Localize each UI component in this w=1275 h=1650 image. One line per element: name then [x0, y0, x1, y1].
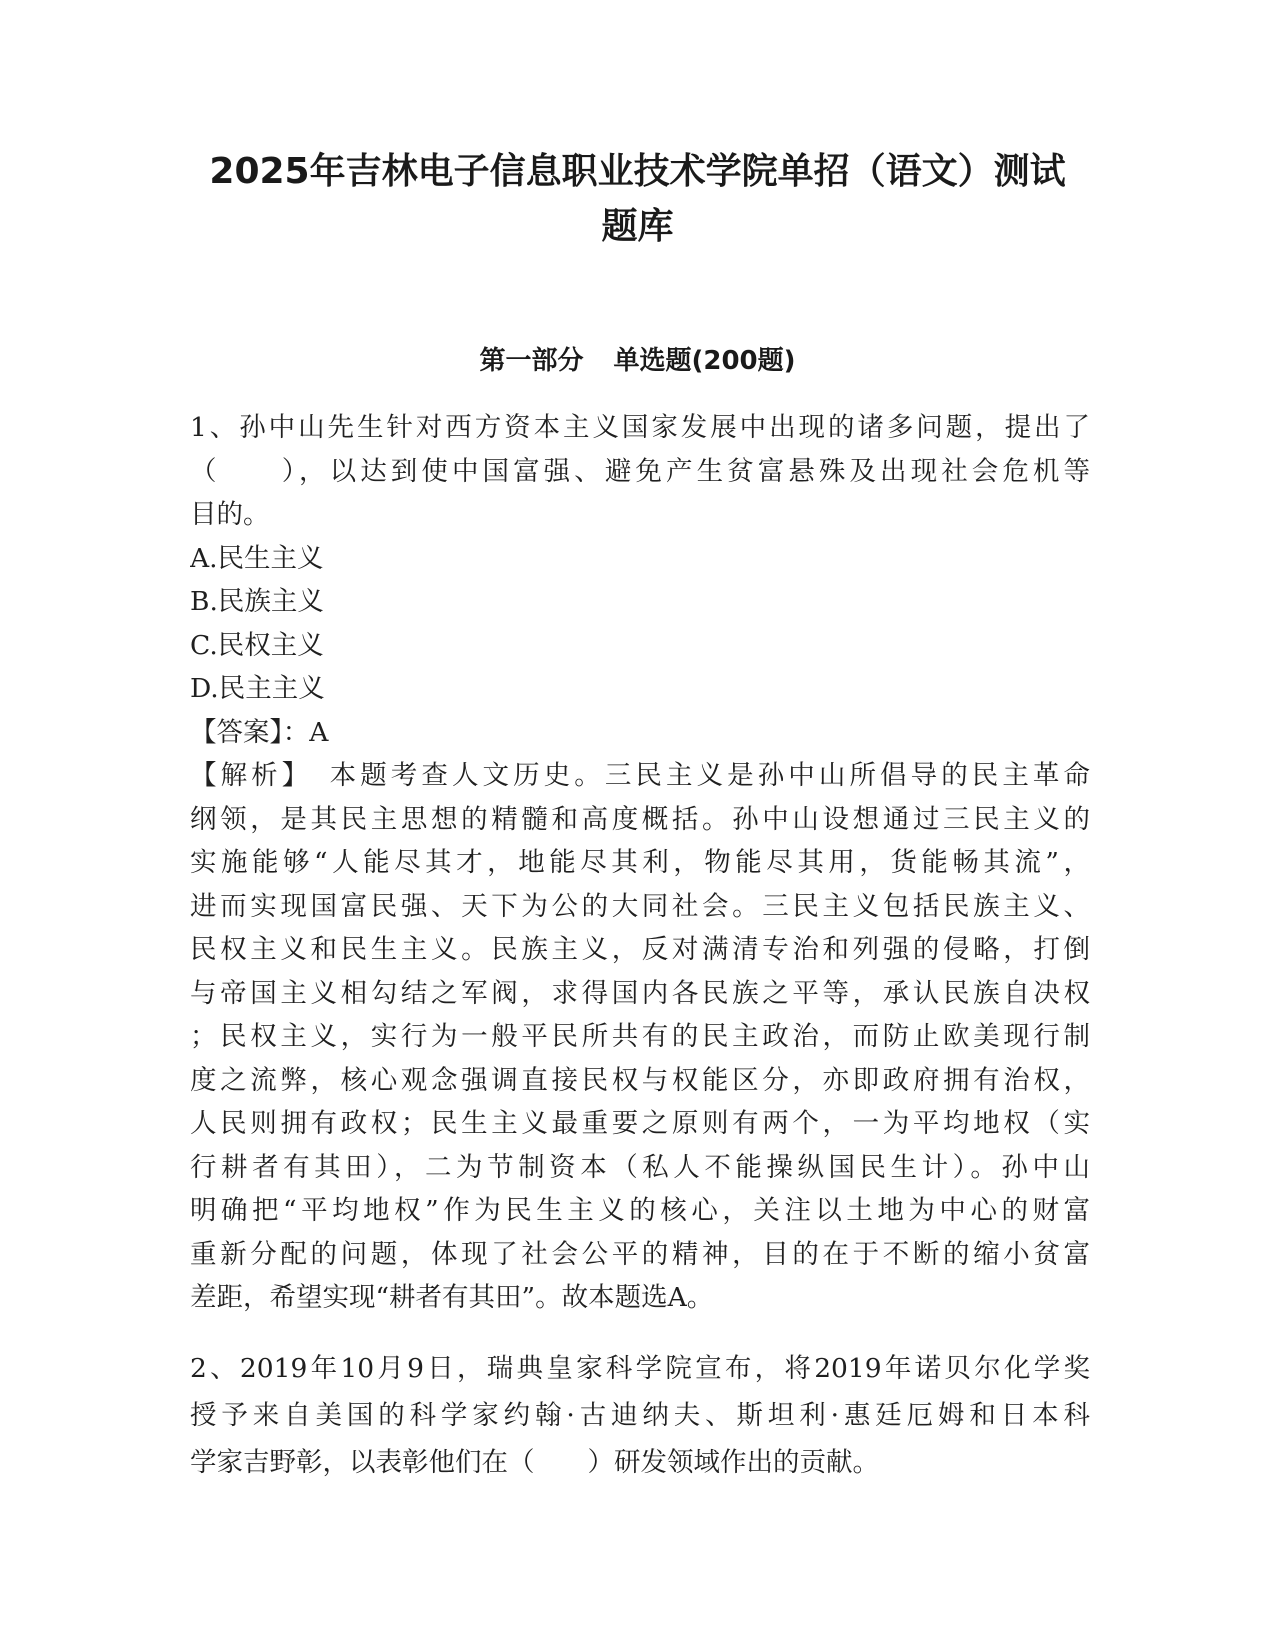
section-part: 第一部分 — [479, 346, 584, 376]
analysis-line: 明确把“平均地权”作为民生主义的核心，关注以土地为中心的财富 — [190, 1195, 1090, 1226]
question-stem-line: 学家吉野彰，以表彰他们在（ ）研发领域作出的贡献。 — [190, 1447, 879, 1478]
analysis-line: 差距，希望实现“耕者有其田”。故本题选A。 — [190, 1282, 714, 1313]
option-a: A.民生主义 — [190, 542, 324, 574]
title-line-1: 2025年吉林电子信息职业技术学院单招（语文）测试 — [209, 151, 1066, 192]
analysis-line: 行耕者有其田），二为节制资本（私人不能操纵国民生计）。孙中山 — [190, 1151, 1090, 1183]
question-stem-line: （ ），以达到使中国富强、避免产生贫富悬殊及出现社会危机等 — [190, 455, 1090, 487]
option-d: D.民主主义 — [190, 673, 325, 704]
option-b: B.民族主义 — [190, 586, 324, 617]
question-stem-line: 1、孙中山先生针对西方资本主义国家发展中出现的诸多问题，提出了 — [190, 412, 1090, 443]
question-stem-line: 目的。 — [190, 499, 270, 530]
analysis-line: 纲领，是其民主思想的精髓和高度概括。孙中山设想通过三民主义的 — [190, 803, 1090, 835]
answer-line: 【答案】：A — [190, 716, 329, 748]
question-1 — [190, 406, 1090, 1320]
section-heading — [180, 343, 1095, 379]
analysis-line: 人民则拥有政权；民生主义最重要之原则有两个，一为平均地权（实 — [190, 1108, 1090, 1139]
analysis-line: 进而实现国富民强、天下为公的大同社会。三民主义包括民族主义、 — [190, 890, 1090, 922]
analysis-line: 重新分配的问题，体现了社会公平的精神，目的在于不断的缩小贫富 — [190, 1238, 1090, 1270]
analysis-line: 度之流弊，核心观念强调直接民权与权能区分，亦即政府拥有治权， — [190, 1064, 1090, 1096]
analysis-line: 实施能够“人能尽其才，地能尽其利，物能尽其用，货能畅其流”， — [190, 847, 1090, 878]
question-stem-line: 2、2019年10月9日，瑞典皇家科学院宣布，将2019年诺贝尔化学奖 — [190, 1353, 1090, 1384]
question-2 — [190, 1345, 1090, 1486]
title-line-2: 题库 — [601, 206, 674, 247]
option-c: C.民权主义 — [190, 629, 324, 661]
question-stem-line: 授予来自美国的科学家约翰·古迪纳夫、斯坦利·惠廷厄姆和日本科 — [190, 1400, 1090, 1431]
analysis-line: 与帝国主义相勾结之军阀，求得国内各民族之平等，承认民族自决权 — [190, 977, 1090, 1009]
document-title — [180, 144, 1095, 254]
section-name: 单选题(200题) — [613, 346, 796, 376]
analysis-line: ；民权主义，实行为一般平民所共有的民主政治，而防止欧美现行制 — [190, 1021, 1090, 1052]
analysis-line: 【解析】 本题考查人文历史。三民主义是孙中山所倡导的民主革命 — [190, 760, 1090, 791]
analysis-line: 民权主义和民生主义。民族主义，反对满清专治和列强的侵略，打倒 — [190, 934, 1090, 965]
